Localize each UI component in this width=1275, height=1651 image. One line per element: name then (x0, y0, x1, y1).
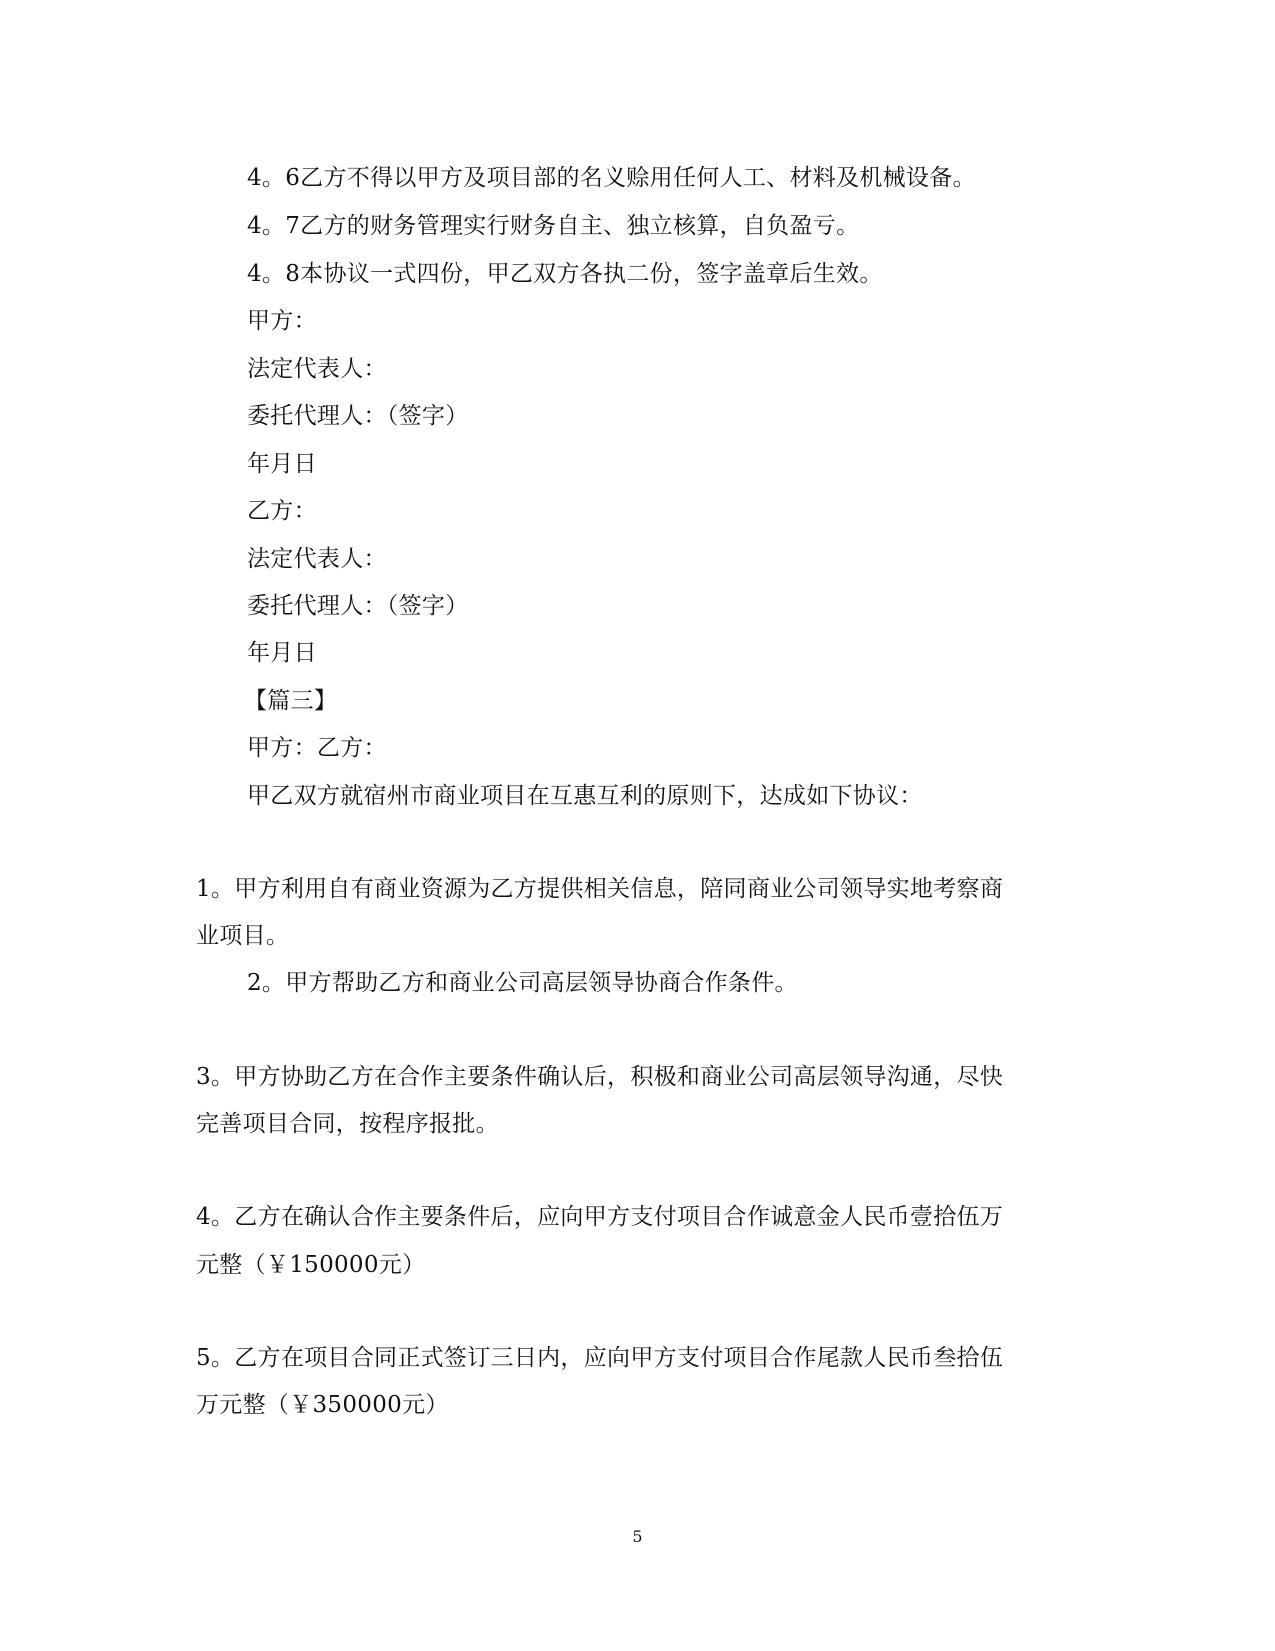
item-2: 2。甲方帮助乙方和商业公司高层领导协商合作条件。 (247, 970, 798, 996)
party-a-date: 年月日 (247, 451, 317, 477)
party-a-label: 甲方： (247, 308, 317, 334)
item-4-line-1: 4。乙方在确认合作主要条件后，应向甲方支付项目合作诚意金人民币壹拾伍万 (196, 1204, 1004, 1230)
page-number: 5 (632, 1527, 643, 1546)
party-b-date: 年月日 (247, 640, 317, 666)
item-4-line-2: 元整（￥150000元） (196, 1252, 426, 1278)
intro-paragraph: 甲乙双方就宿州市商业项目在互惠互利的原则下，达成如下协议： (247, 783, 923, 809)
party-b-label: 乙方： (247, 498, 317, 524)
item-5-line-2: 万元整（￥350000元） (196, 1392, 449, 1418)
clause-4-8: 4。8本协议一式四份，甲乙双方各执二份，签字盖章后生效。 (247, 261, 883, 287)
item-3-line-2: 完善项目合同，按程序报批。 (196, 1111, 499, 1137)
item-5-line-1: 5。乙方在项目合同正式签订三日内，应向甲方支付项目合作尾款人民币叁拾伍 (196, 1345, 1004, 1371)
party-b-legal-rep: 法定代表人： (247, 546, 387, 572)
party-a-agent: 委托代理人：（签字） (247, 403, 469, 429)
party-b-agent: 委托代理人：（签字） (247, 593, 469, 619)
item-1-line-1: 1。甲方利用自有商业资源为乙方提供相关信息，陪同商业公司领导实地考察商 (196, 876, 1004, 902)
item-3-line-1: 3。甲方协助乙方在合作主要条件确认后，积极和商业公司高层领导沟通，尽快 (196, 1064, 1004, 1090)
parties-line: 甲方：乙方： (247, 735, 387, 761)
section-heading: 【篇三】 (244, 688, 338, 714)
item-1-line-2: 业项目。 (196, 923, 290, 949)
clause-4-6: 4。6乙方不得以甲方及项目部的名义赊用任何人工、材料及机械设备。 (247, 165, 976, 191)
clause-4-7: 4。7乙方的财务管理实行财务自主、独立核算，自负盈亏。 (247, 213, 860, 239)
party-a-legal-rep: 法定代表人： (247, 356, 387, 382)
